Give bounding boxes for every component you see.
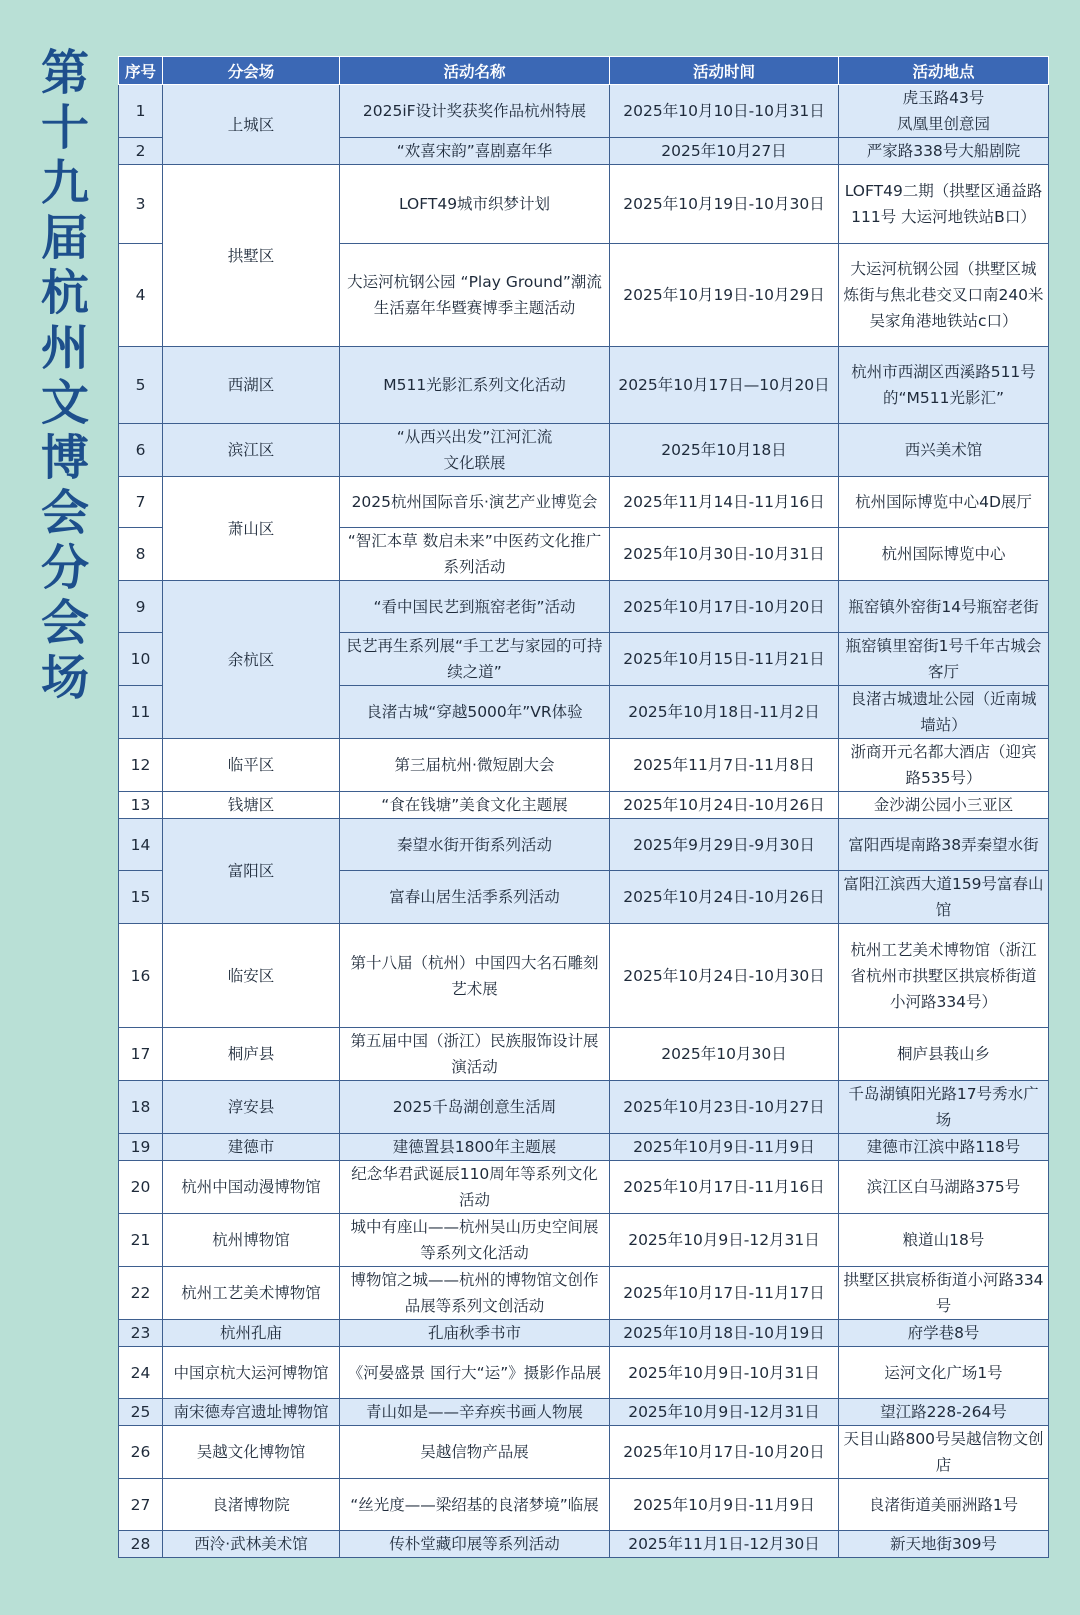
- row-venue: 建德市: [163, 1134, 340, 1161]
- row-index: 14: [119, 819, 163, 871]
- page-title: 第十九届杭州文博会分会场: [40, 45, 89, 706]
- table-row: [119, 581, 1049, 633]
- table-row: [119, 165, 1049, 244]
- row-venue: 良渚博物院: [163, 1479, 340, 1531]
- row-venue: 西泠·武林美术馆: [163, 1531, 340, 1558]
- row-index: 16: [119, 924, 163, 1028]
- table-row: [119, 792, 1049, 819]
- row-activity-name: 城中有座山——杭州吴山历史空间展等系列文化活动: [340, 1214, 610, 1267]
- row-activity-time: 2025年10月30日-10月31日: [610, 528, 839, 581]
- row-activity-time: 2025年10月17日-10月20日: [610, 1426, 839, 1479]
- row-activity-time: 2025年10月18日-11月2日: [610, 686, 839, 739]
- row-activity-time: 2025年10月19日-10月30日: [610, 165, 839, 244]
- table-row: [119, 1134, 1049, 1161]
- row-activity-name: 富春山居生活季系列活动: [340, 871, 610, 924]
- row-activity-place: 望江路228-264号: [839, 1399, 1049, 1426]
- table-row: [119, 85, 1049, 138]
- row-activity-place: 富阳西堤南路38弄秦望水街: [839, 819, 1049, 871]
- row-venue: 余杭区: [163, 581, 340, 739]
- row-index: 15: [119, 871, 163, 924]
- table-row: [119, 1320, 1049, 1347]
- row-activity-place: 府学巷8号: [839, 1320, 1049, 1347]
- table-row: [119, 1399, 1049, 1426]
- row-activity-time: 2025年10月9日-12月31日: [610, 1214, 839, 1267]
- row-index: 12: [119, 739, 163, 792]
- row-activity-time: 2025年10月17日-11月17日: [610, 1267, 839, 1320]
- row-venue: 杭州孔庙: [163, 1320, 340, 1347]
- row-activity-name: 2025千岛湖创意生活周: [340, 1081, 610, 1134]
- row-index: 24: [119, 1347, 163, 1399]
- row-venue: 拱墅区: [163, 165, 340, 347]
- row-activity-name: “食在钱塘”美食文化主题展: [340, 792, 610, 819]
- row-activity-place: 建德市江滨中路118号: [839, 1134, 1049, 1161]
- row-activity-time: 2025年10月24日-10月26日: [610, 871, 839, 924]
- row-activity-name: 孔庙秋季书市: [340, 1320, 610, 1347]
- row-activity-name: “智汇本草 数启未来”中医药文化推广系列活动: [340, 528, 610, 581]
- row-index: 13: [119, 792, 163, 819]
- table-row: [119, 1479, 1049, 1531]
- row-index: 27: [119, 1479, 163, 1531]
- row-activity-name: 第十八届（杭州）中国四大名石雕刻艺术展: [340, 924, 610, 1028]
- table-row: [119, 739, 1049, 792]
- row-activity-time: 2025年10月24日-10月26日: [610, 792, 839, 819]
- row-index: 2: [119, 138, 163, 165]
- row-activity-name: 第三届杭州·微短剧大会: [340, 739, 610, 792]
- table-row: [119, 347, 1049, 424]
- table-row: [119, 1214, 1049, 1267]
- row-venue: 吴越文化博物馆: [163, 1426, 340, 1479]
- row-activity-time: 2025年11月7日-11月8日: [610, 739, 839, 792]
- row-activity-place: 天目山路800号吴越信物文创店: [839, 1426, 1049, 1479]
- row-activity-time: 2025年10月24日-10月30日: [610, 924, 839, 1028]
- row-activity-time: 2025年10月18日: [610, 424, 839, 477]
- row-activity-place: 富阳江滨西大道159号富春山馆: [839, 871, 1049, 924]
- row-activity-place: 良渚街道美丽洲路1号: [839, 1479, 1049, 1531]
- header-activity-time: 活动时间: [610, 57, 839, 85]
- table-row: [119, 1028, 1049, 1081]
- row-activity-name: “欢喜宋韵”喜剧嘉年华: [340, 138, 610, 165]
- row-index: 22: [119, 1267, 163, 1320]
- row-activity-time: 2025年10月17日-10月20日: [610, 581, 839, 633]
- header-index: 序号: [119, 57, 163, 85]
- row-venue: 萧山区: [163, 477, 340, 581]
- row-activity-place: 浙商开元名都大酒店（迎宾路535号）: [839, 739, 1049, 792]
- row-activity-place: 大运河杭钢公园（拱墅区城炼街与焦北巷交叉口南240米 吴家角港地铁站c口）: [839, 244, 1049, 347]
- row-index: 25: [119, 1399, 163, 1426]
- row-venue: 临安区: [163, 924, 340, 1028]
- row-activity-time: 2025年10月17日—10月20日: [610, 347, 839, 424]
- row-index: 9: [119, 581, 163, 633]
- row-activity-name: 《河晏盛景 国行大“运”》摄影作品展: [340, 1347, 610, 1399]
- table-row: [119, 1531, 1049, 1558]
- row-activity-place: 桐庐县莪山乡: [839, 1028, 1049, 1081]
- header-activity-name: 活动名称: [340, 57, 610, 85]
- row-activity-place: 滨江区白马湖路375号: [839, 1161, 1049, 1214]
- row-activity-name: 纪念华君武诞辰110周年等系列文化活动: [340, 1161, 610, 1214]
- row-venue: 临平区: [163, 739, 340, 792]
- row-index: 17: [119, 1028, 163, 1081]
- row-index: 5: [119, 347, 163, 424]
- table-header-row: [119, 57, 1049, 85]
- row-activity-place: 虎玉路43号 凤凰里创意园: [839, 85, 1049, 138]
- table-row: [119, 1081, 1049, 1134]
- row-index: 4: [119, 244, 163, 347]
- row-activity-name: 第五届中国（浙江）民族服饰设计展演活动: [340, 1028, 610, 1081]
- table-row: [119, 424, 1049, 477]
- row-index: 18: [119, 1081, 163, 1134]
- row-venue: 中国京杭大运河博物馆: [163, 1347, 340, 1399]
- row-activity-name: 2025杭州国际音乐·演艺产业博览会: [340, 477, 610, 528]
- row-activity-time: 2025年10月9日-11月9日: [610, 1134, 839, 1161]
- row-venue: 钱塘区: [163, 792, 340, 819]
- row-index: 11: [119, 686, 163, 739]
- row-activity-time: 2025年11月14日-11月16日: [610, 477, 839, 528]
- row-activity-place: 杭州国际博览中心4D展厅: [839, 477, 1049, 528]
- row-activity-time: 2025年10月23日-10月27日: [610, 1081, 839, 1134]
- row-activity-place: 拱墅区拱宸桥街道小河路334号: [839, 1267, 1049, 1320]
- row-venue: 杭州中国动漫博物馆: [163, 1161, 340, 1214]
- table-row: [119, 1161, 1049, 1214]
- row-activity-time: 2025年10月19日-10月29日: [610, 244, 839, 347]
- row-activity-time: 2025年10月17日-11月16日: [610, 1161, 839, 1214]
- row-activity-name: LOFT49城市织梦计划: [340, 165, 610, 244]
- row-activity-place: 杭州工艺美术博物馆（浙江省杭州市拱墅区拱宸桥街道小河路334号）: [839, 924, 1049, 1028]
- row-venue: 西湖区: [163, 347, 340, 424]
- row-venue: 桐庐县: [163, 1028, 340, 1081]
- row-index: 7: [119, 477, 163, 528]
- table-row: [119, 819, 1049, 871]
- row-venue: 杭州工艺美术博物馆: [163, 1267, 340, 1320]
- row-activity-time: 2025年10月9日-10月31日: [610, 1347, 839, 1399]
- row-activity-place: 瓶窑镇里窑街1号千年古城会客厅: [839, 633, 1049, 686]
- row-venue: 南宋德寿宫遗址博物馆: [163, 1399, 340, 1426]
- row-activity-name: 良渚古城“穿越5000年”VR体验: [340, 686, 610, 739]
- row-index: 10: [119, 633, 163, 686]
- row-activity-time: 2025年10月9日-11月9日: [610, 1479, 839, 1531]
- table-row: [119, 924, 1049, 1028]
- sub-venue-table: [118, 56, 1049, 1558]
- row-index: 8: [119, 528, 163, 581]
- header-activity-place: 活动地点: [839, 57, 1049, 85]
- row-activity-time: 2025年9月29日-9月30日: [610, 819, 839, 871]
- row-activity-name: 青山如是——辛弃疾书画人物展: [340, 1399, 610, 1426]
- row-activity-time: 2025年10月9日-12月31日: [610, 1399, 839, 1426]
- row-activity-place: 杭州市西湖区西溪路511号的“M511光影汇”: [839, 347, 1049, 424]
- row-venue: 滨江区: [163, 424, 340, 477]
- row-venue: 淳安县: [163, 1081, 340, 1134]
- row-activity-name: M511光影汇系列文化活动: [340, 347, 610, 424]
- row-activity-place: LOFT49二期（拱墅区通益路111号 大运河地铁站B口）: [839, 165, 1049, 244]
- row-index: 20: [119, 1161, 163, 1214]
- row-index: 23: [119, 1320, 163, 1347]
- row-index: 1: [119, 85, 163, 138]
- row-activity-time: 2025年10月15日-11月21日: [610, 633, 839, 686]
- row-activity-place: 杭州国际博览中心: [839, 528, 1049, 581]
- row-activity-place: 金沙湖公园小三亚区: [839, 792, 1049, 819]
- header-venue: 分会场: [163, 57, 340, 85]
- row-venue: 上城区: [163, 85, 340, 165]
- row-venue: 杭州博物馆: [163, 1214, 340, 1267]
- row-activity-place: 西兴美术馆: [839, 424, 1049, 477]
- row-activity-place: 粮道山18号: [839, 1214, 1049, 1267]
- row-activity-place: 严家路338号大船剧院: [839, 138, 1049, 165]
- row-activity-name: 吴越信物产品展: [340, 1426, 610, 1479]
- table-row: [119, 1347, 1049, 1399]
- row-index: 28: [119, 1531, 163, 1558]
- row-activity-name: “看中国民艺到瓶窑老街”活动: [340, 581, 610, 633]
- row-activity-time: 2025年10月27日: [610, 138, 839, 165]
- row-activity-name: 秦望水街开街系列活动: [340, 819, 610, 871]
- row-activity-name: 建德置县1800年主题展: [340, 1134, 610, 1161]
- row-activity-name: 民艺再生系列展“手工艺与家园的可持续之道”: [340, 633, 610, 686]
- row-index: 26: [119, 1426, 163, 1479]
- row-activity-time: 2025年10月18日-10月19日: [610, 1320, 839, 1347]
- row-activity-name: 2025iF设计奖获奖作品杭州特展: [340, 85, 610, 138]
- row-index: 19: [119, 1134, 163, 1161]
- row-activity-place: 瓶窑镇外窑街14号瓶窑老街: [839, 581, 1049, 633]
- row-activity-name: 大运河杭钢公园 “Play Ground”潮流生活嘉年华暨赛博季主题活动: [340, 244, 610, 347]
- row-activity-place: 新天地街309号: [839, 1531, 1049, 1558]
- row-index: 3: [119, 165, 163, 244]
- row-activity-name: “丝光度——梁绍基的良渚梦境”临展: [340, 1479, 610, 1531]
- row-venue: 富阳区: [163, 819, 340, 924]
- row-activity-time: 2025年11月1日-12月30日: [610, 1531, 839, 1558]
- row-activity-name: “从西兴出发”江河汇流 文化联展: [340, 424, 610, 477]
- row-index: 21: [119, 1214, 163, 1267]
- table-row: [119, 1267, 1049, 1320]
- row-activity-name: 传朴堂藏印展等系列活动: [340, 1531, 610, 1558]
- table-row: [119, 1426, 1049, 1479]
- row-activity-place: 千岛湖镇阳光路17号秀水广场: [839, 1081, 1049, 1134]
- row-activity-place: 运河文化广场1号: [839, 1347, 1049, 1399]
- row-index: 6: [119, 424, 163, 477]
- row-activity-time: 2025年10月30日: [610, 1028, 839, 1081]
- row-activity-name: 博物馆之城——杭州的博物馆文创作品展等系列文创活动: [340, 1267, 610, 1320]
- table-row: [119, 477, 1049, 528]
- row-activity-time: 2025年10月10日-10月31日: [610, 85, 839, 138]
- row-activity-place: 良渚古城遗址公园（近南城墙站）: [839, 686, 1049, 739]
